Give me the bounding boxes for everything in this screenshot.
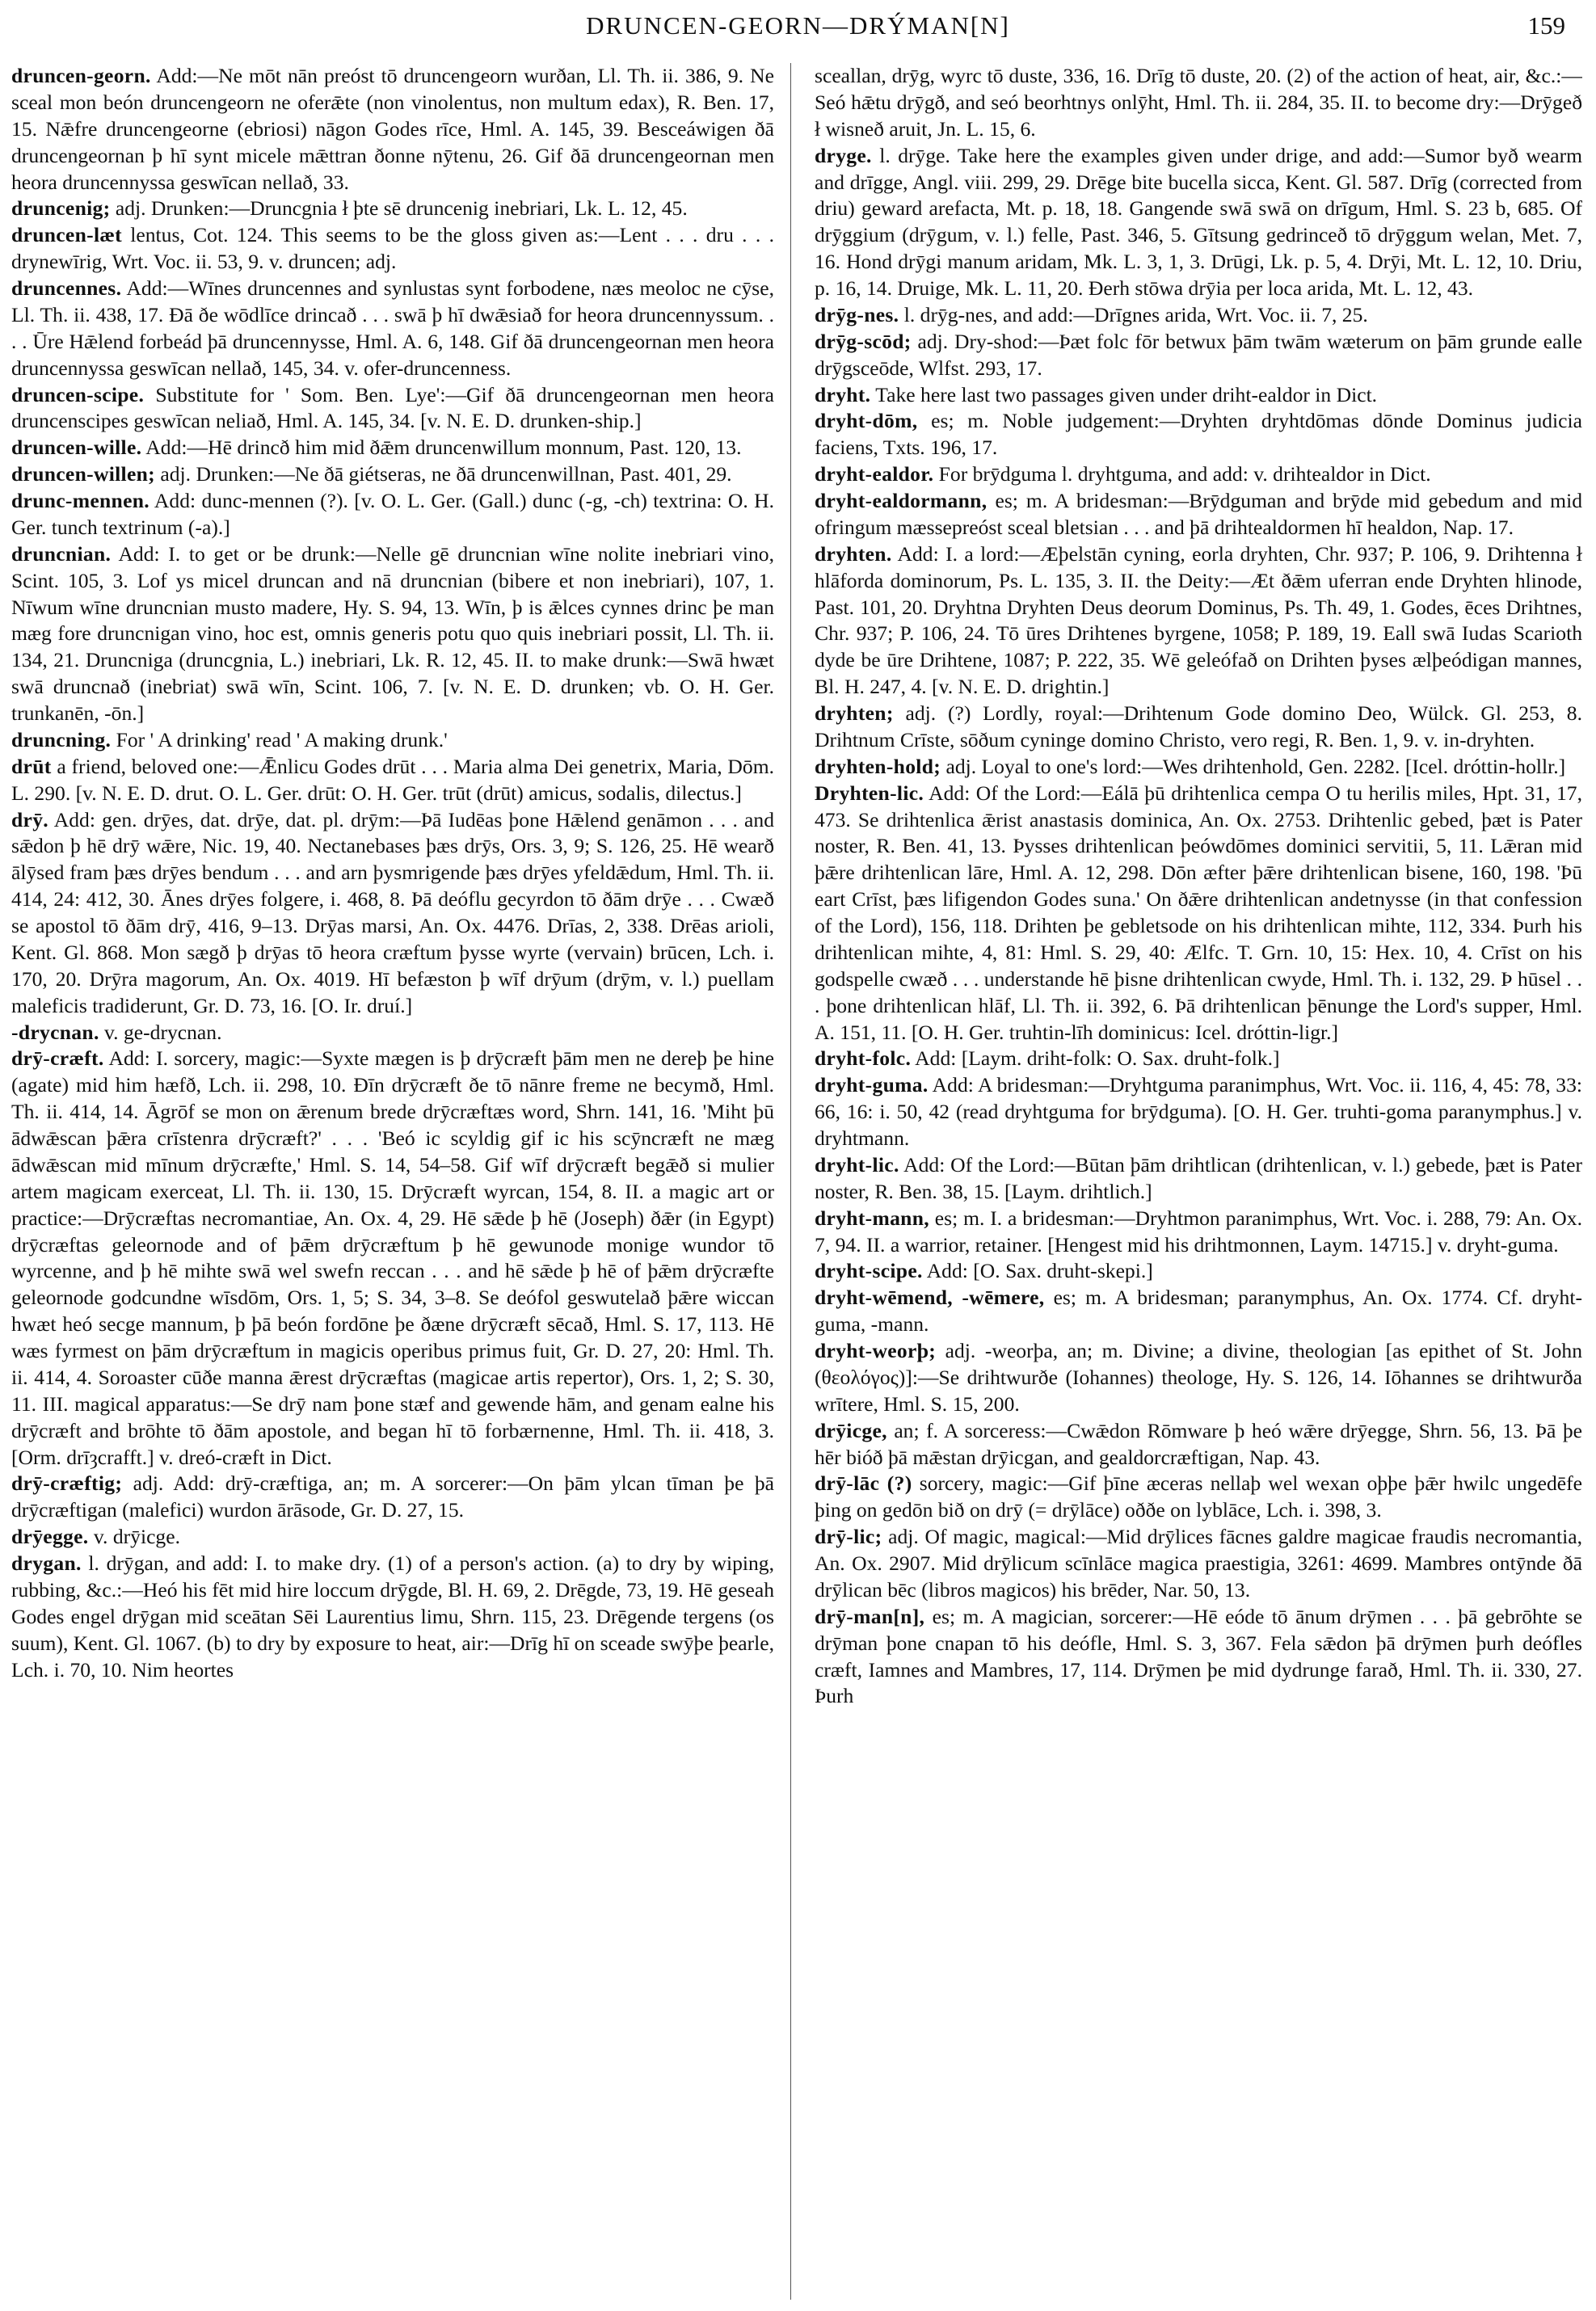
entry-text: es; m. I. a bridesman:—Dryhtmon paranimphus, Wrt. Voc. i. 288, 79: An. Ox. 7, 94. II. a warrior, retainer. [Hengest mid his drihtmonnen, Laym. 14715.] v. dryht-guma. [815,1206,1582,1257]
entry-text: Add: Of the Lord:—Būtan þām drihtlican (drihtenlican, v. l.) gebede, þæt is Pater noster, R. Ben. 38, 15. [Laym. drihtlich.] [815,1152,1582,1203]
entry-text: Add: I. to get or be drunk:—Nelle gē druncnian wīne nolite inebriari vino, Scint. 105, 3. Lof ys micel druncan and nā druncnian (bibere et non inebriari), 107, 1. Nīwum wīne druncnian musto madere, Hy. S. 94, 13. Wīn, þ is ǣlces cynnes drinc þe man mæg fore druncnigan vino, hoc est, omnis generis potu quo quis inebriari possit, Ll. Th. ii. 134, 21. Druncniga (druncgnia, L.) inebriari, Lk. R. 12, 45. II. to make drunk:—Swā hwæt swā druncnað (inebriat) swā wīn, Scint. 106, 7. [v. N. E. D. drunken; vb. O. H. Ger. trunkanēn, -ōn.] [11,541,774,725]
entry-text: es; m. Noble judgement:—Dryhten dryhtdōmas dōnde Dominus judicia faciens, Txts. 196, 17. [815,409,1582,460]
entry-text: Add:—Hē drincð him mid ðǣm druncenwillum monnum, Past. 120, 13. [141,436,742,460]
dictionary-entry [11,461,774,488]
entry-headword: drȳ-cræftig; [11,1471,123,1496]
entry-headword: drȳ-lāc (?) [815,1471,912,1496]
entry-text: an; f. A sorceress:—Cwǣdon Rōmware þ heó wǣre drȳegge, Shrn. 56, 13. Þā þe hēr bióð þā mǣstan drȳicgan, and gealdorcræftigan, Nap. 43. [815,1418,1582,1469]
entry-headword: dryht-lic. [815,1152,899,1177]
page-number: 159 [1527,11,1565,40]
dictionary-entry [815,1471,1582,1524]
dictionary-entry [11,382,774,436]
page-title: DRUNCEN-GEORN—DRÝMAN[N] [586,11,1010,40]
left-column [11,63,774,2300]
entry-headword: dryht-weorþ; [815,1339,937,1362]
entry-headword: drȳegge. [11,1525,89,1549]
dictionary-entry [815,541,1582,701]
entry-headword: dryht-ealdormann, [815,489,987,512]
dictionary-entry [11,276,774,382]
entry-text: l. drȳgan, and add: I. to make dry. (1) of a person's action. (a) to dry by wiping, rubbing, &c.:—Heó his fēt mid hire loccum drȳgde, Bl. H. 69, 2. Drēgde, 73, 19. Hē geseah Godes engel drȳgan mid sceātan Sēi Laurentius limu, Shrn. 115, 23. Drēgende tergens (os suum), Kent. Gl. 1067. (b) to dry by exposure to heat, air:—Drīg hī on sceade swȳþe þearle, Lch. i. 70, 10. Nim heortes [11,1551,774,1682]
running-head [0,6,1596,52]
entry-text: Add: I. a lord:—Æþelstān cyning, eorla dryhten, Chr. 937; P. 106, 9. Drihtenna ł hlāforda dominorum, Ps. L. 135, 3. II. the Deity:—Æt ðǣm uferran ende Dryhten hlinode, Past. 101, 20. Dryhtna Dryhten Deus deorum Dominus, Ps. Th. 49, 1. Godes, ēces Drihtnes, Chr. 937; P. 106, 24. Tō ūres Drihtenes byrgene, 1058; P. 189, 19. Eall swā Iudas Scarioth dyde be ūre Drihtene, 1087; P. 222, 35. Wē geleófað on Drihten þyses ælþeódigan mannes, Bl. H. 247, 4. [v. N. E. D. drightin.] [815,541,1582,699]
entry-headword: Dryhten-lic. [815,781,924,805]
entry-headword: dryhten. [815,541,892,566]
entry-headword: dryht-guma. [815,1073,929,1097]
dictionary-entry [11,1551,774,1683]
dictionary-entry [815,754,1582,781]
entry-text: adj. Add: drȳ-cræftiga, an; m. A sorcerer:—On þām ylcan tīman þe þā drȳcræftigan (malefici) wurdon ārāsode, Gr. D. 27, 15. [11,1471,774,1522]
dictionary-entry [11,1471,774,1524]
dictionary-entry [11,807,774,1020]
dictionary-entry [815,143,1582,302]
entry-text: adj. -weorþa, an; m. Divine; a divine, theologian [as epithet of St. John (θεολόγος)]:—Se drihtwurðe (Iohannes) theologe, Hy. S. 126, 14. Iōhannes se drihtwurða wrītere, Hml. S. 15, 200. [815,1339,1582,1416]
entry-headword: druncen-læt [11,223,122,247]
dictionary-entry [815,1046,1582,1072]
entry-headword: druncen-wille. [11,436,142,460]
entry-headword: drȳg-scōd; [815,329,912,353]
entry-headword: dryht-dōm, [815,409,918,433]
entry-text: a friend, beloved one:—Ǣnlicu Godes drūt . . . Maria alma Dei genetrix, Maria, Dōm. L. 290. [v. N. E. D. drut. O. L. Ger. drūt: O. H. Ger. trūt (drūt) amicus, sodalis, dilectus.] [11,754,774,805]
entry-text: adj. Of magic, magical:—Mid drȳlices fācnes galdre magicae fraudis necromantia, An. Ox. 2907. Mid drȳlicum scīnlāce magica praestigia, 3261: 4699. Mambres ontȳnde ðā drȳlican bēc (libros magicos) his brēder, Nar. 50, 13. [815,1525,1582,1602]
entry-headword: dryht-ealdor. [815,462,934,486]
dictionary-entry [815,1604,1582,1711]
entry-text: Add: I. sorcery, magic:—Syxte mægen is þ drȳcræft þām men ne dereþ þe hine (agate) mid him hæfð, Lch. ii. 298, 10. Ðīn drȳcræft ðe tō nānre freme ne becymð, Hml. Th. ii. 414, 14. Āgrōf se mon on ǣrenum brede drȳcræftæs word, Shrn. 141, 16. 'Miht þū ādwǣscan þǣra crīstenra drȳcræft?' . . . 'Beó ic scyldig gif ic his scȳncræft ne mæg ādwǣscan mid mīnum drȳcræfte,' Hml. S. 14, 54–58. Gif wīf drȳcræft begǣð si mulier artem magicam exerceat, Ll. Th. ii. 130, 15. Drȳcræft wyrcan, 154, 8. II. a magic art or practice:—Drȳcræftas necromantiae, An. Ox. 4, 29. Hē sǣde þ hē (Joseph) ðǣr (in Egypt) drȳcræftas geleornode and of þǣm drȳcræftum þ hē gewunode monige wundor tō wyrcenne, and þ hē mihte swā wel swefn reccan . . . and hē sǣde þ hē of þǣm drȳcræfte geleornode godcundne wīsdōm, Ors. 1, 5; S. 34, 3–8. Se deófol geswutelað þǣre wiccan hwæt heó secge mannum, þ þā beón fordōne þe ðæne drȳcræft sēcað, Hml. S. 17, 113. Hē wæs fyrmest on þām drȳcræftum in magicis operibus primus fuit, Gr. D. 27, 20: Hml. Th. ii. 414, 4. Soroaster cūðe manna ǣrest drȳcræftas (magicae artis repertor), Ors. 1, 2; S. 30, 11. III. magical apparatus:—Se drȳ nam þone stæf and gewende hām, and genam ealne his drȳcræft and brōhte tō ðām apostole, and began hī tō forbærnenne, Hml. Th. ii. 418, 3. [Orm. drīȝcrafft.] v. dreó-cræft in Dict. [11,1046,774,1469]
entry-headword: dryht. [815,382,871,406]
dictionary-entry [11,1046,774,1471]
entry-text: Take here last two passages given under driht-ealdor in Dict. [870,382,1378,406]
entry-headword: drūt [11,754,52,778]
entry-headword: dryht-mann, [815,1206,929,1230]
dictionary-entry [11,63,774,196]
entry-headword: drȳ-man[n], [815,1604,925,1628]
entry-text: es; m. A bridesman; paranymphus, An. Ox. 1774. Cf. dryht-guma, -mann. [815,1286,1582,1337]
entry-headword: dryht-folc. [815,1046,912,1071]
entry-headword: drȳ. [11,807,48,831]
dictionary-entry [11,1524,774,1551]
entry-text: Add: [O. Sax. druht-skepi.] [922,1259,1153,1283]
dictionary-entry [11,488,774,541]
entry-headword: dryht-scipe. [815,1259,923,1283]
entry-text: adj. Dry-shod:—Þæt folc fōr betwux þām twām wæterum on þām grunde ealle drȳgsceōde, Wlfst. 293, 17. [815,329,1582,380]
entry-headword: dryge. [815,143,872,167]
entry-headword: druncnian. [11,541,112,566]
entry-headword: dryhten; [815,701,894,725]
entry-headword: drȳ-cræft. [11,1046,104,1071]
entry-text: Add: dunc-mennen (?). [v. O. L. Ger. (Gall.) dunc (-g, -ch) textrina: O. H. Ger. tunch textrinum (-a).] [11,489,774,539]
entry-headword: druncenig; [11,196,111,221]
entry-text: es; m. A bridesman:—Brȳdguman and brȳde mid gebedum and mid ofringum mæssepreóst sceal bletsian . . . and þā drihtealdormen hī healdon, Nap. 17. [815,489,1582,539]
dictionary-entry [815,1524,1582,1604]
dictionary-entry [815,461,1582,488]
dictionary-entry [815,1285,1582,1338]
entry-headword: dryht-wēmend, -wēmere, [815,1286,1045,1310]
entry-headword: druncen-georn. [11,64,151,87]
dictionary-entry [815,781,1582,1046]
dictionary-entry [11,196,774,222]
dictionary-entry [815,1258,1582,1285]
entry-text: Substitute for ' Som. Ben. Lye':—Gif ðā druncengeornan men heora druncenscipes geswīcan neliað, Hml. A. 145, 34. [v. N. E. D. drunken-ship.] [11,382,774,433]
entry-headword: druncen-willen; [11,462,155,486]
entry-text: es; m. A magician, sorcerer:—Hē eóde tō ānum drȳmen . . . þā gebrōhte se drȳman þone cnapan tō his deófle, Hml. S. 3, 367. Fela sǣdon þā drȳmen þurh deófles cræft, Iamnes and Mambres, 17, 114. Drȳmen þe mid dydrunge farað, Hml. Th. ii. 330, 27. Þurh [815,1604,1582,1708]
dictionary-entry [815,1206,1582,1259]
entry-headword: -drycnan. [11,1020,99,1044]
entry-text: v. drȳicge. [88,1525,180,1549]
dictionary-entry [815,329,1582,382]
dictionary-entry [815,1072,1582,1152]
dictionary-entry [815,701,1582,754]
entry-text: adj. (?) Lordly, royal:—Drihtenum Gode domino Deo, Wülck. Gl. 253, 8. Drihtnum Crīste, sōðum cyninge domino Christo, vero regi, R. Ben. 1, 9. v. in-dryhten. [815,701,1582,751]
entry-text: adj. Drunken:—Ne ðā giétseras, ne ðā druncenwillnan, Past. 401, 29. [154,462,732,486]
entry-text: adj. Drunken:—Druncgnia ł þte sē druncenig inebriari, Lk. L. 12, 45. [110,196,688,221]
dictionary-entry [815,1152,1582,1206]
entry-headword: drȳg-nes. [815,302,899,326]
entry-text: l. drȳge. Take here the examples given under drige, and add:—Sumor byð wearm and drīgge, Angl. viii. 299, 29. Drēge bite bucella sicca, Kent. Gl. 587. Drīg (corrected from driu) geward arefacta, Mt. p. 18, 18. Gangende swā swā on drīgum, Hml. S. 23 b, 685. Of drȳggium (drȳgum, v. l.) felle, Past. 346, 5. Gītsung gedrinceð tō drȳggum welan, Met. 7, 16. Hond drȳgi manum aridam, Mk. L. 3, 1, 3. Drūgi, Lk. p. 5, 4. Drȳi, Mt. L. 12, 10. Driu, p. 16, 14. Druige, Mk. L. 11, 20. Ðerh stōwa drȳia per loca arida, Mt. L. 12, 43. [815,143,1582,300]
entry-headword: druncennes. [11,276,122,300]
dictionary-entry [11,435,774,461]
dictionary-entry [815,302,1582,329]
entry-text: Add:—Wīnes druncennes and synlustas synt forbodene, næs meoloc ne cȳse, Ll. Th. ii. 438, 17. Ðā ðe wōdlīce drincað . . . swā þ hī dwǣsiað for heora druncennyssum. . . . Ūre Hǣlend forbeád þā druncennysse, Hml. A. 6, 148. Gif ðā druncengeornan men heora druncennyssa geswīcan nellað, 145, 34. v. ofer-druncenness. [11,276,774,380]
entry-headword: druncning. [11,727,112,751]
dictionary-entry [11,727,774,754]
entry-text: Add: [Laym. driht-folk: O. Sax. druht-folk.] [911,1046,1280,1071]
dictionary-entry [11,1020,774,1046]
entry-headword: drunc-mennen. [11,489,149,512]
entry-headword: dryhten-hold; [815,754,941,778]
dictionary-entry [11,541,774,727]
entry-headword: drygan. [11,1551,82,1575]
column-divider [790,63,791,2300]
entry-text: l. drȳg-nes, and add:—Drīgnes arida, Wrt. Voc. ii. 7, 25. [899,302,1368,326]
dictionary-entry [815,382,1582,409]
right-column [815,63,1582,2300]
dictionary-entry [11,754,774,807]
entry-headword: drȳicge, [815,1418,887,1442]
dictionary-entry [11,222,774,276]
entry-headword: drȳ-lic; [815,1525,882,1549]
entry-text: lentus, Cot. 124. This seems to be the gloss given as:—Lent . . . dru . . . drynewīrig, Wrt. Voc. ii. 53, 9. v. druncen; adj. [11,223,774,274]
dictionary-entry [815,1418,1582,1471]
entry-text: For brȳdguma l. dryhtguma, and add: v. drihtealdor in Dict. [933,462,1431,486]
entry-text: sorcery, magic:—Gif þīne æceras nellaþ wel wexan oþþe þǣr hwilc ungedēfe þing on gedōn bið on drȳ (= drȳlāce) oððe on lyblāce, Lch. i. 398, 3. [815,1471,1582,1522]
entry-text: v. ge-drycnan. [99,1020,222,1044]
entry-text: Add: gen. drȳes, dat. drȳe, dat. pl. drȳm:—Þā Iudēas þone Hǣlend genāmon . . . and sǣdon þ hē drȳ wǣre, Nic. 19, 40. Nectanebases þæs drȳs, Ors. 3, 9; S. 126, 25. Hē wearð ālȳsed fram þæs drȳes bendum . . . and arn þysmrigende þæs drȳes yfeldǣdum, Hml. Th. ii. 414, 24: 412, 30. Ānes drȳes folgere, i. 468, 8. Þā deóflu gecyrdon tō ðām drȳe . . . Cwæð se apostol tō ðām drȳ, 416, 9–13. Drȳas marsi, An. Ox. 4476. Drīas, 2, 338. Drēas arioli, Kent. Gl. 868. Mon sægð þ drȳas tō heora cræftum þysse wyrte (vervain) brūcen, Lch. i. 170, 20. Drȳra magorum, An. Ox. 4019. Hī befæston þ wīf drȳum (drȳm, v. l.) puellam maleficis tradiderunt, Gr. D. 73, 16. [O. Ir. druí.] [11,807,774,1017]
dictionary-entry [815,63,1582,143]
entry-text: adj. Loyal to one's lord:—Wes drihtenhold, Gen. 2282. [Icel. dróttin-hollr.] [941,754,1566,778]
entry-text: Add:—Ne mōt nān preóst tō druncengeorn wurðan, Ll. Th. ii. 386, 9. Ne sceal mon beón druncengeorn ne oferǣte (non vinolentus, non multum edax), R. Ben. 17, 15. Nǣfre druncengeorne (ebriosi) nāgon Godes rīce, Hml. A. 145, 39. Besceáwigen ðā druncengeornan þ hī synt micele mǣttran ðonne nȳtenu, 26. Gif ðā druncengeornan men heora druncennyssa geswīcan nellað, 33. [11,64,774,194]
entry-headword: druncen-scipe. [11,382,145,406]
entry-text: For ' A drinking' read ' A making drunk.' [111,727,448,751]
entry-text: Add: Of the Lord:—Eálā þū drihtenlica cempa O tu herilis miles, Hpt. 31, 17, 473. Se drihtenlica ǣrist anastasis dominica, An. Ox. 2753. Drihtenlic gebed, þæt is Pater noster, R. Ben. 41, 13. Þysses drihtenlican þeówdōmes dominici servitii, 5, 11. Lǣran mid þǣre drihtenlican lāre, Hml. A. 12, 298. Dōn æfter þǣre drihtenlican bisene, 160, 198. 'Þū eart Crīst, þæs lifigendon Godes suna.' On ðǣre drihtenlican andetnysse (in that confession of the Lord), 156, 118. Drihten þe gebletsode on his drihtenlican mihte, 112, 334. Þurh his drihtenlican mihte, 4, 81: Hml. S. 29, 40: Ælfc. T. Grn. 10, 15: Hex. 10, 4. Crīst on his godspelle cwæð . . . understande hē þisne drihtenlican cwyde, Hml. Th. i. 132, 29. Þ hūsel . . . þone drihtenlican hlāf, Ll. Th. ii. 392, 6. Þā drihtenlican þēnunge the Lord's supper, Hml. A. 151, 11. [O. H. Ger. truhtin-līh dominicus: Icel. dróttin-ligr.] [815,781,1582,1044]
entry-text: Add: A bridesman:—Dryhtguma paranimphus, Wrt. Voc. ii. 116, 4, 45: 78, 33: 66, 16: i. 50, 42 (read dryhtguma for brȳdguma). [O. H. Ger. truhti-goma paranymphus.] v. dryhtmann. [815,1073,1582,1150]
dictionary-entry [815,488,1582,541]
entry-text: sceallan, drȳg, wyrc tō duste, 336, 16. Drīg tō duste, 20. (2) of the action of heat, air, &c.:—Seó hǣtu drȳgð, and seó beorhtnys onlȳht, Hml. Th. ii. 284, 35. II. to become dry:—Drȳgeð ł wisneð aruit, Jn. L. 15, 6. [815,64,1582,141]
dictionary-entry [815,1338,1582,1418]
dictionary-entry [815,408,1582,461]
